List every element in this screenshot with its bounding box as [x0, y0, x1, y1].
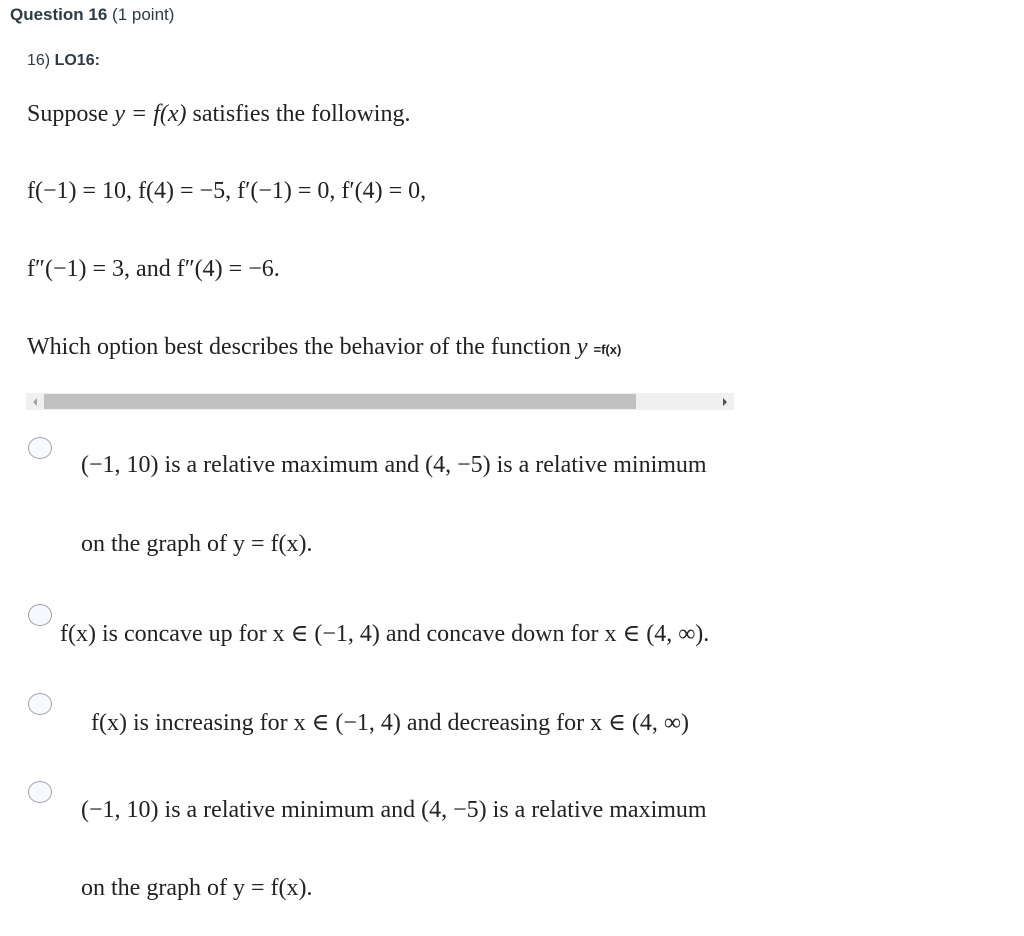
option-2-line-1[interactable]: f(x) is concave up for x ∈ (−1, 4) and concave down for x ∈ (4, ∞). [60, 621, 710, 647]
question-points: (1 point) [112, 5, 175, 24]
stem-line-3: f″(−1) = 3, and f″(4) = −6. [27, 256, 280, 282]
stem-line-1 [27, 101, 410, 128]
question-label [27, 52, 100, 70]
option-3-radio[interactable] [28, 693, 52, 715]
prompt-math: y [576, 334, 588, 360]
stem-math: y = f(x) [114, 101, 187, 127]
question-header [10, 5, 174, 25]
option-3-line-1[interactable]: f(x) is increasing for x ∈ (−1, 4) and decreasing for x ∈ (4, ∞) [91, 710, 689, 736]
prompt-suffix: =f(x) [593, 342, 622, 357]
question-title: Question 16 [10, 5, 108, 24]
stem-line-2: f(−1) = 10, f(4) = −5, f′(−1) = 0, f′(4) = 0, [27, 178, 427, 204]
scroll-right-button[interactable] [716, 393, 734, 410]
stem-text: Suppose [27, 101, 115, 127]
stem-prompt [27, 334, 621, 361]
stem-text-end: satisfies the following. [186, 101, 411, 127]
arrow-left-icon [33, 398, 37, 406]
option-2-radio[interactable] [28, 604, 52, 626]
question-number: 16) [27, 52, 51, 69]
scroll-left-button[interactable] [26, 393, 44, 410]
option-4-line-1[interactable]: (−1, 10) is a relative minimum and (4, −5) is a relative maximum [81, 797, 707, 823]
option-1-radio[interactable] [28, 437, 52, 459]
learning-objective: LO16: [54, 52, 100, 69]
option-4-line-2[interactable]: on the graph of y = f(x). [81, 875, 313, 901]
arrow-right-icon [723, 398, 727, 406]
option-1-line-1[interactable]: (−1, 10) is a relative maximum and (4, −5) is a relative minimum [81, 452, 707, 478]
prompt-text: Which option best describes the behavior of the function [27, 334, 577, 360]
scrollbar-thumb[interactable] [44, 394, 636, 409]
option-1-line-2[interactable]: on the graph of y = f(x). [81, 531, 313, 557]
option-4-radio[interactable] [28, 781, 52, 803]
horizontal-scrollbar[interactable] [26, 393, 734, 410]
